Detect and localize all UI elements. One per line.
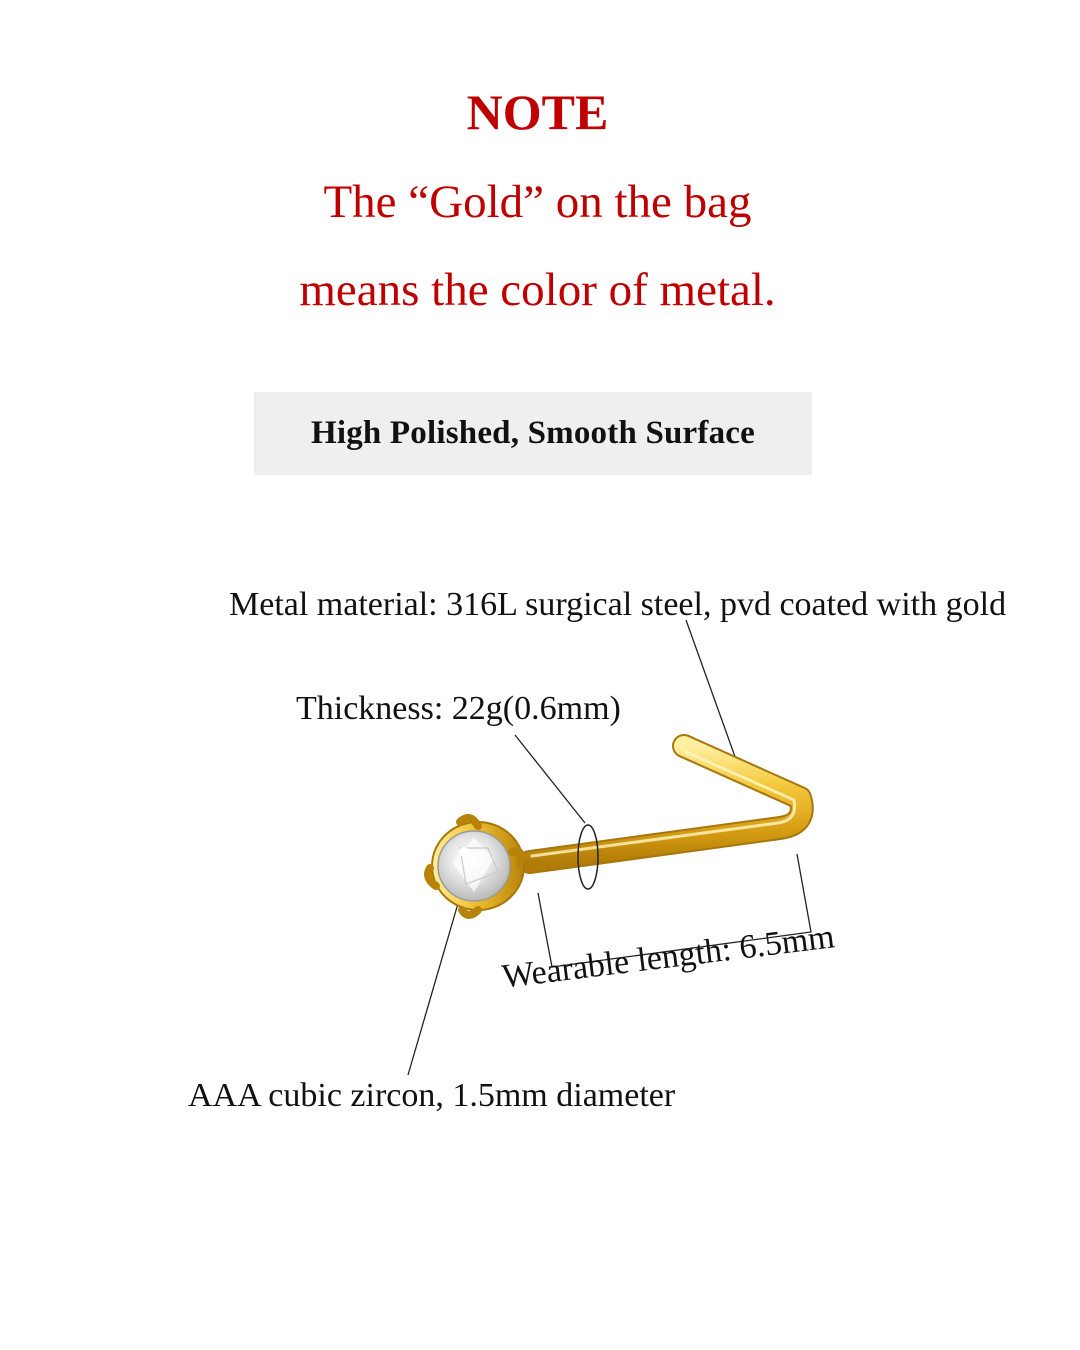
note-line-2: means the color of metal. — [299, 264, 776, 316]
note-title: NOTE — [466, 84, 609, 140]
wearable-length-label: Wearable length: 6.5mm — [500, 918, 837, 996]
zircon-label: AAA cubic zircon, 1.5mm diameter — [188, 1077, 676, 1114]
material-label: Metal material: 316L surgical steel, pvd coated with gold — [229, 586, 1007, 623]
zircon-stone — [438, 831, 510, 901]
thickness-label: Thickness: 22g(0.6mm) — [296, 690, 621, 727]
zircon-leader-line — [408, 900, 459, 1075]
nose-stud-post — [530, 746, 802, 862]
feature-banner-text: High Polished, Smooth Surface — [310, 415, 755, 451]
thickness-leader-line — [515, 735, 585, 823]
note-line-1: The “Gold” on the bag — [323, 176, 752, 228]
